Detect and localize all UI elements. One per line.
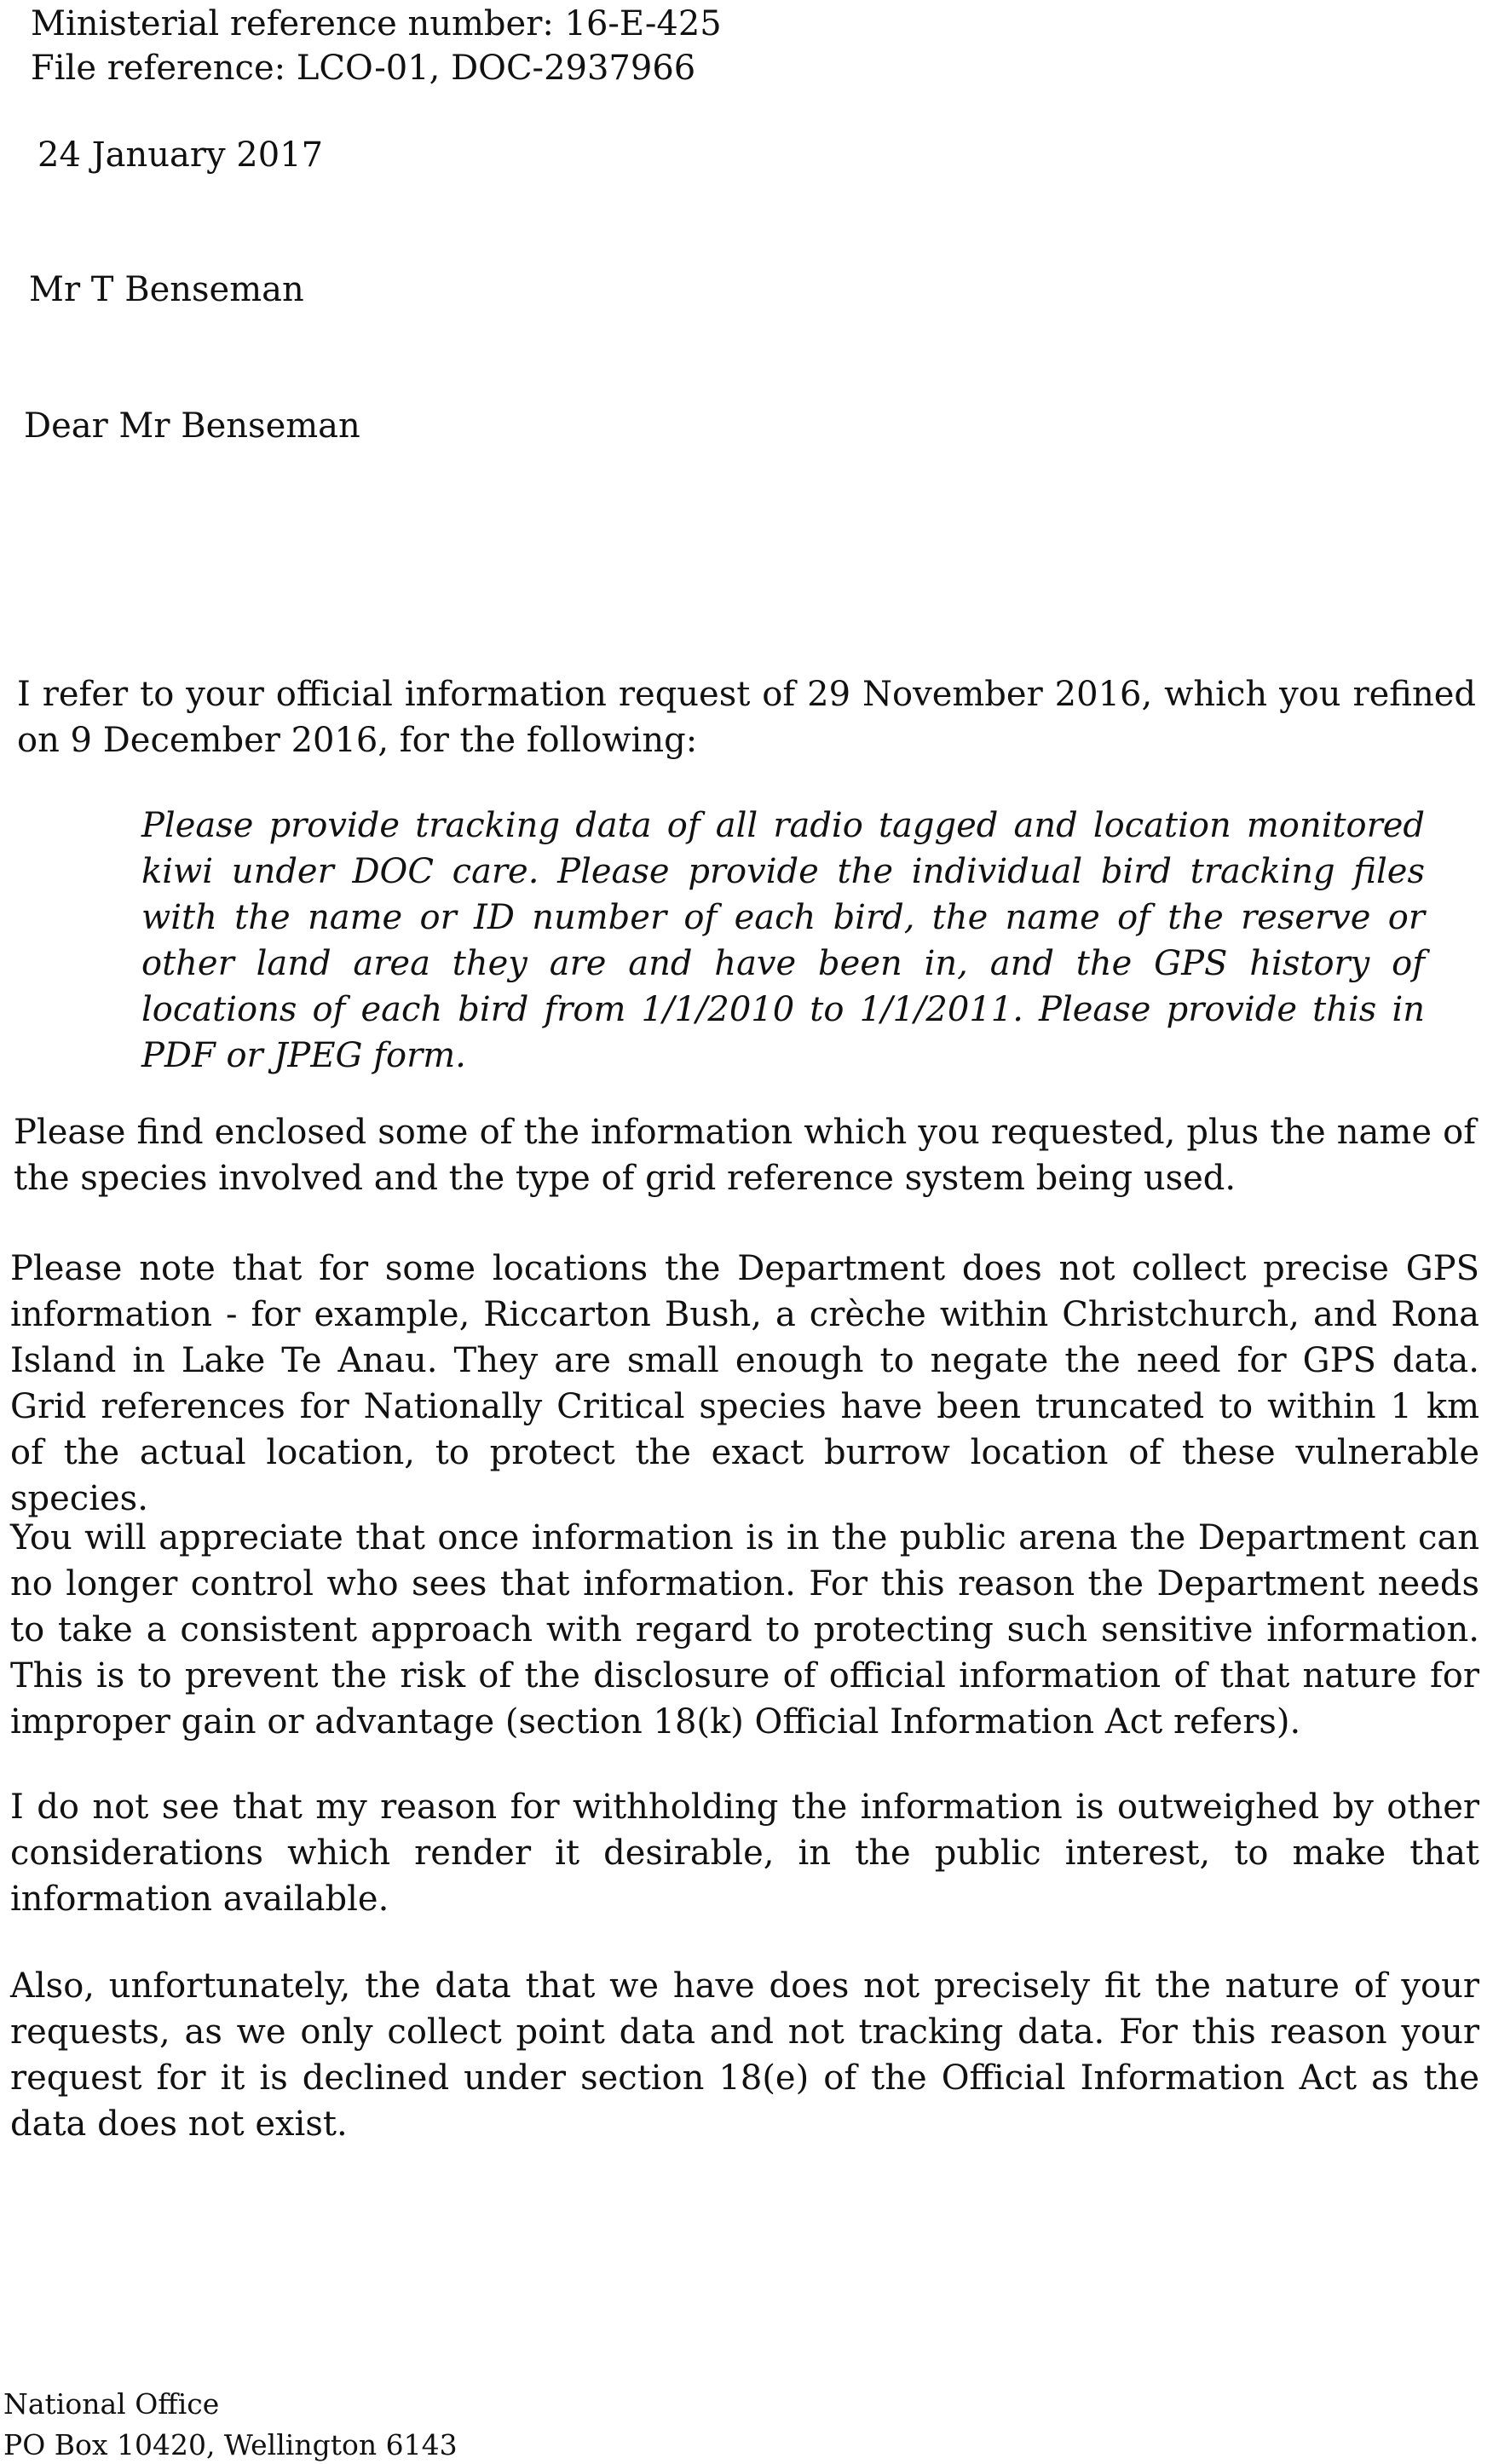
footer-office: National Office bbox=[3, 2387, 220, 2421]
recipient-name: Mr T Benseman bbox=[29, 270, 304, 309]
body-paragraph-withholding: I do not see that my reason for withholding the information is outweighed by other considerations which render it desirable, in the public interest, to make that information available. bbox=[10, 1788, 1479, 1919]
request-quote: Please provide tracking data of all radio tagged and location monitored kiwi under DOC care. Please provide the individual bird tracking files with the name or ID number of each bird, the name of the reserve or other land area they are and have been in, and the GPS history of locations of each bird from 1/1/2010 to 1/1/2011. Please provide this in PDF or JPEG form. bbox=[141, 806, 1425, 1075]
letter-date: 24 January 2017 bbox=[37, 135, 324, 175]
file-reference: File reference: LCO-01, DOC-2937966 bbox=[31, 49, 696, 88]
footer-address: PO Box 10420, Wellington 6143 bbox=[3, 2428, 458, 2461]
ministerial-reference: Ministerial reference number: 16-E-425 bbox=[31, 4, 722, 43]
body-paragraph-declined: Also, unfortunately, the data that we have does not precisely fit the nature of your requests, as we only collect point data and not tracking data. For this reason your request for it is declined under section 18(e) of the Official Information Act as the data does not exist. bbox=[10, 1966, 1479, 2144]
body-paragraph-locations: Please note that for some locations the Department does not collect precise GPS information - for example, Riccarton Bush, a crèche within Christchurch, and Rona Island in Lake Te Anau. They are small enough to negate the need for GPS data. Grid references for Nationally Critical species have been truncated to within 1 km of the actual location, to protect the exact burrow location of these vulnerable species. bbox=[10, 1249, 1479, 1518]
body-paragraph-public-arena: You will appreciate that once information is in the public arena the Department can no longer control who sees that information. For this reason the Department needs to take a consistent approach with regard to protecting such sensitive information. This is to prevent the risk of the disclosure of official information of that nature for improper gain or advantage (section 18(k) Official Information Act refers). bbox=[10, 1518, 1479, 1741]
salutation: Dear Mr Benseman bbox=[24, 406, 360, 446]
body-paragraph-request: I refer to your official information request of 29 November 2016, which you refined on 9 December 2016, for the following: bbox=[17, 675, 1476, 760]
body-paragraph-enclosed: Please find enclosed some of the information which you requested, plus the name of the species involved and the type of grid reference system being used. bbox=[14, 1113, 1476, 1198]
